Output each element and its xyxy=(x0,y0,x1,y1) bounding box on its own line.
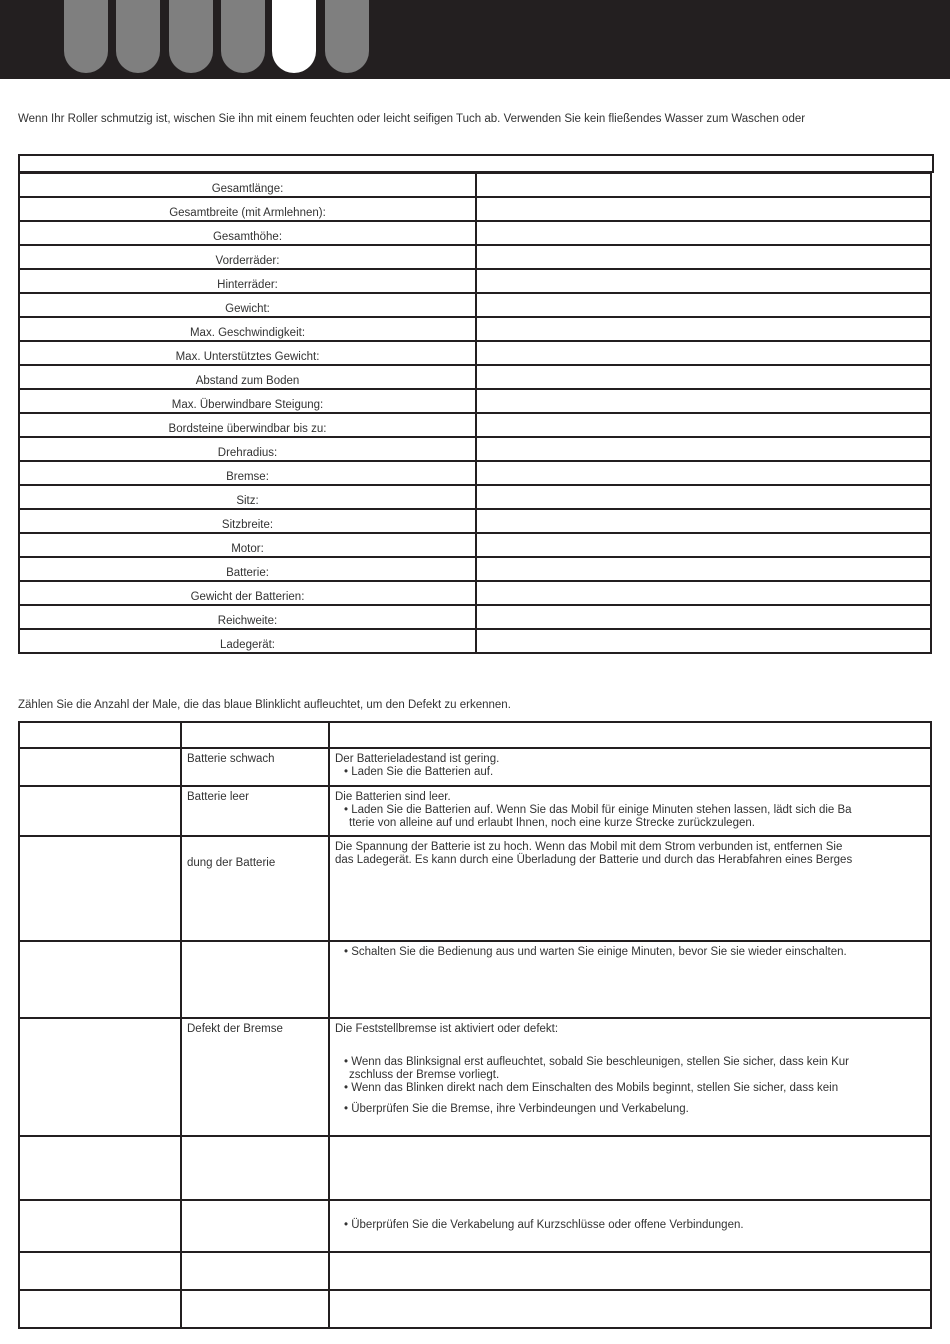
fault-description xyxy=(329,1200,931,1252)
fault-name xyxy=(181,1290,329,1328)
fault-code xyxy=(19,1018,181,1136)
cleaning-paragraph: Wenn Ihr Roller schmutzig ist, wischen Sie ihn mit einem feuchten oder leicht seifigen Tuch ab. Verwenden Sie kein fließendes Wasser zum Waschen oder xyxy=(18,113,806,125)
spec-label: Gesamthöhe: xyxy=(19,221,476,245)
fault-code xyxy=(19,941,181,1018)
fault-name xyxy=(181,941,329,1018)
spec-row xyxy=(19,485,931,509)
fault-text: zschluss der Bremse vorliegt. xyxy=(349,1069,500,1081)
spec-value xyxy=(476,293,931,317)
spec-value xyxy=(476,413,931,437)
spec-value xyxy=(476,389,931,413)
fault-name: Defekt der Bremse xyxy=(181,1018,329,1136)
spec-label: Max. Unterstütztes Gewicht: xyxy=(19,341,476,365)
fault-description xyxy=(329,941,931,1018)
fault-description xyxy=(329,836,931,941)
spec-row xyxy=(19,269,931,293)
spec-label: Batterie: xyxy=(19,557,476,581)
fault-description xyxy=(329,1018,931,1136)
chapter-tab-5-active[interactable] xyxy=(272,0,316,73)
fault-name xyxy=(181,1200,329,1252)
fault-text: Die Feststellbremse ist aktiviert oder defekt: xyxy=(335,1023,559,1035)
fault-code xyxy=(19,836,181,941)
fault-description xyxy=(329,722,931,748)
spec-row xyxy=(19,341,931,365)
fault-bullet: • Wenn das Blinksignal erst aufleuchtet, sobald Sie beschleunigen, stellen Sie sicher, dass kein Kur xyxy=(344,1056,849,1068)
spec-value xyxy=(476,269,931,293)
spec-label: Ladegerät: xyxy=(19,629,476,653)
spec-row xyxy=(19,413,931,437)
spec-value xyxy=(476,461,931,485)
spec-row xyxy=(19,629,931,653)
chapter-tab-2[interactable] xyxy=(116,0,160,73)
spec-row xyxy=(19,605,931,629)
spec-value xyxy=(476,605,931,629)
spec-row xyxy=(19,533,931,557)
fault-description xyxy=(329,786,931,836)
spec-row xyxy=(19,293,931,317)
fault-intro: Zählen Sie die Anzahl der Male, die das blaue Blinklicht aufleuchtet, um den Defekt zu erkennen. xyxy=(18,699,511,711)
fault-name: Batterie leer xyxy=(181,786,329,836)
spec-table xyxy=(18,172,932,654)
spec-value xyxy=(476,437,931,461)
spec-row xyxy=(19,581,931,605)
spec-label: Bordsteine überwindbar bis zu: xyxy=(19,413,476,437)
fault-description xyxy=(329,1136,931,1200)
spec-row xyxy=(19,173,931,197)
spec-row xyxy=(19,389,931,413)
fault-name xyxy=(181,722,329,748)
spec-row xyxy=(19,245,931,269)
spec-row xyxy=(19,461,931,485)
fault-row xyxy=(19,1252,931,1290)
chapter-tab-1[interactable] xyxy=(64,0,108,73)
spec-label: Sitzbreite: xyxy=(19,509,476,533)
spec-label: Reichweite: xyxy=(19,605,476,629)
spec-row xyxy=(19,197,931,221)
spec-value xyxy=(476,197,931,221)
fault-row xyxy=(19,748,931,786)
fault-name xyxy=(181,1136,329,1200)
fault-row xyxy=(19,786,931,836)
fault-description xyxy=(329,1252,931,1290)
fault-code xyxy=(19,786,181,836)
fault-text: Die Spannung der Batterie ist zu hoch. Wenn das Mobil mit dem Strom verbunden ist, entfernen Sie xyxy=(335,841,843,853)
spec-value xyxy=(476,341,931,365)
spec-value xyxy=(476,221,931,245)
fault-row xyxy=(19,1136,931,1200)
spec-row xyxy=(19,317,931,341)
fault-text: Die Batterien sind leer. xyxy=(335,791,451,803)
fault-name xyxy=(181,1252,329,1290)
spec-row xyxy=(19,221,931,245)
spec-label: Abstand zum Boden xyxy=(19,365,476,389)
chapter-tab-4[interactable] xyxy=(221,0,265,73)
fault-code xyxy=(19,1200,181,1252)
spec-label: Max. Überwindbare Steigung: xyxy=(19,389,476,413)
spec-label: Sitz: xyxy=(19,485,476,509)
spec-label: Gewicht: xyxy=(19,293,476,317)
chapter-tab-3[interactable] xyxy=(169,0,213,73)
spec-value xyxy=(476,509,931,533)
spec-value xyxy=(476,317,931,341)
spec-row xyxy=(19,509,931,533)
fault-description xyxy=(329,748,931,786)
fault-description xyxy=(329,1290,931,1328)
spec-label: Vorderräder: xyxy=(19,245,476,269)
fault-bullet: • Laden Sie die Batterien auf. Wenn Sie das Mobil für einige Minuten stehen lassen, lädt sich die Ba xyxy=(344,804,852,816)
spec-label: Max. Geschwindigkeit: xyxy=(19,317,476,341)
spec-label: Hinterräder: xyxy=(19,269,476,293)
spec-row xyxy=(19,365,931,389)
spec-value xyxy=(476,173,931,197)
spec-label: Motor: xyxy=(19,533,476,557)
fault-row xyxy=(19,1018,931,1136)
chapter-tab-6[interactable] xyxy=(325,0,369,73)
fault-bullet: • Überprüfen Sie die Bremse, ihre Verbindeungen und Verkabelung. xyxy=(344,1103,689,1115)
fault-code xyxy=(19,748,181,786)
fault-row xyxy=(19,1200,931,1252)
fault-bullet: • Überprüfen Sie die Verkabelung auf Kurzschlüsse oder offene Verbindungen. xyxy=(344,1219,744,1231)
fault-text: das Ladegerät. Es kann durch eine Überladung der Batterie und durch das Herabfahren eines Berges xyxy=(335,854,853,866)
fault-bullet: • Wenn das Blinken direkt nach dem Einschalten des Mobils beginnt, stellen Sie sicher, dass kein xyxy=(344,1082,839,1094)
spec-value xyxy=(476,485,931,509)
fault-row xyxy=(19,836,931,941)
fault-code xyxy=(19,1252,181,1290)
spec-row xyxy=(19,437,931,461)
spec-value xyxy=(476,581,931,605)
spec-table-header xyxy=(18,154,934,173)
fault-code xyxy=(19,722,181,748)
fault-table xyxy=(18,721,932,1329)
fault-row xyxy=(19,1290,931,1328)
fault-text: tterie von alleine auf und erlaubt Ihnen, noch eine kurze Strecke zurückzulegen. xyxy=(349,817,755,829)
spec-value xyxy=(476,245,931,269)
fault-row xyxy=(19,722,931,748)
spec-value xyxy=(476,629,931,653)
fault-code xyxy=(19,1290,181,1328)
fault-name: Batterie schwach xyxy=(181,748,329,786)
spec-value xyxy=(476,557,931,581)
spec-label: Gesamtbreite (mit Armlehnen): xyxy=(19,197,476,221)
spec-label: Gesamtlänge: xyxy=(19,173,476,197)
fault-row xyxy=(19,941,931,1018)
spec-value xyxy=(476,533,931,557)
header-bar xyxy=(0,0,950,79)
spec-label: Gewicht der Batterien: xyxy=(19,581,476,605)
fault-name: dung der Batterie xyxy=(181,836,329,941)
fault-bullet: • Laden Sie die Batterien auf. xyxy=(344,766,494,778)
fault-text: Der Batterieladestand ist gering. xyxy=(335,753,500,765)
fault-bullet: • Schalten Sie die Bedienung aus und warten Sie einige Minuten, bevor Sie sie wieder einschalten. xyxy=(344,946,847,958)
spec-row xyxy=(19,557,931,581)
fault-code xyxy=(19,1136,181,1200)
spec-value xyxy=(476,365,931,389)
spec-label: Drehradius: xyxy=(19,437,476,461)
spec-label: Bremse: xyxy=(19,461,476,485)
